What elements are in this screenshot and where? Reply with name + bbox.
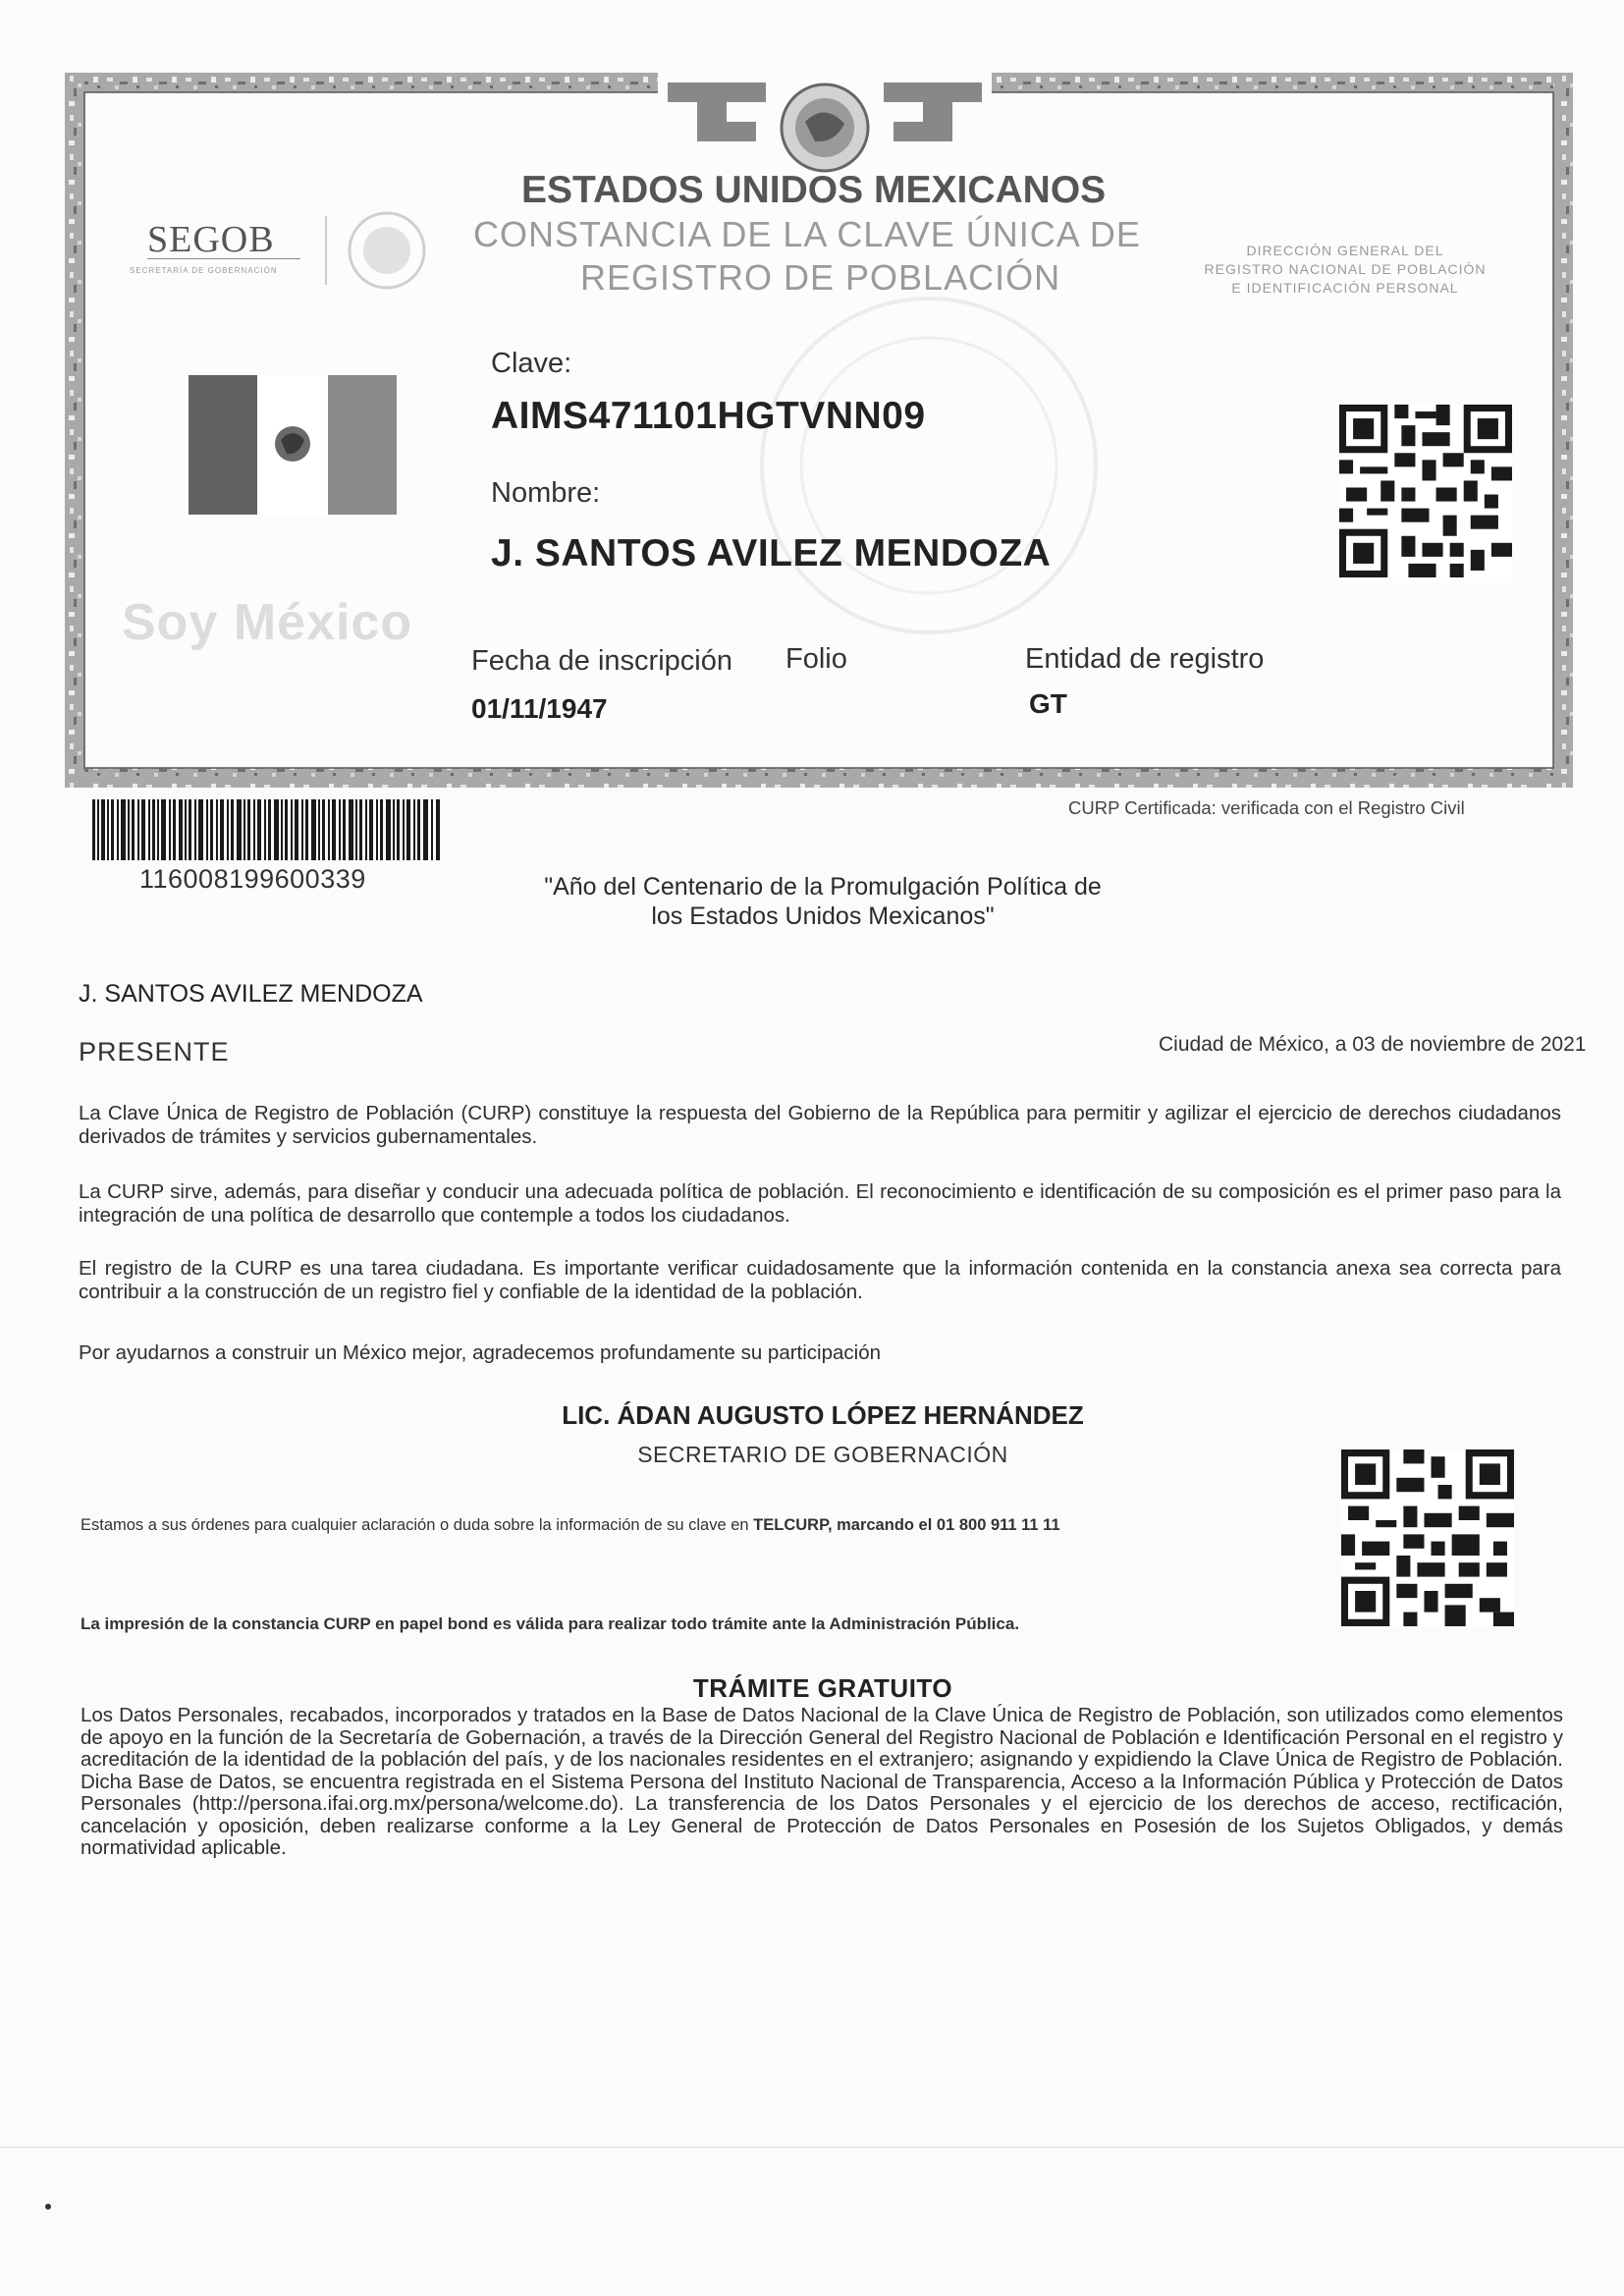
impresion-note: La impresión de la constancia CURP en papel bond es válida para realizar todo trámite ante la Administración Pública. [81,1614,1020,1633]
motto-line-1: "Año del Centenario de la Promulgación Política de [544,873,1102,901]
qr-code-icon [1339,405,1512,577]
eagle-seal-icon [320,206,438,295]
telcurp-phone: TELCURP, marcando el 01 800 911 11 11 [753,1516,1060,1534]
direccion-general [1188,242,1502,298]
barcode-icon [92,799,442,860]
paragraph-3: El registro de la CURP es una tarea ciudadana. Es importante verificar cuidadosamente que la información contenida en la constancia anexa sea correcta para contribuir a la construcción de un registro fiel y confiable de la identidad de la población. [79,1257,1561,1303]
clave-label: Clave: [491,348,572,379]
signer-title: SECRETARIO DE GOBERNACIÓN [637,1442,1008,1467]
fecha-value: 01/11/1947 [471,693,608,724]
emblem-icon [658,73,992,175]
presente: PRESENTE [79,1037,230,1066]
card-heading: ESTADOS UNIDOS MEXICANOS [521,169,1107,211]
place-date: Ciudad de México, a 03 de noviembre de 2021 [1159,1033,1587,1056]
paragraph-4: Por ayudarnos a construir un México mejor, agradecemos profundamente su participación [79,1341,882,1364]
direccion-line-3: E IDENTIFICACIÓN PERSONAL [1231,280,1459,296]
direccion-line-2: REGISTRO NACIONAL DE POBLACIÓN [1204,261,1487,277]
motto [412,872,1233,931]
fecha-label: Fecha de inscripción [471,645,732,677]
card-subheading-line1: CONSTANCIA DE LA CLAVE ÚNICA DE [473,214,1141,254]
motto-line-2: los Estados Unidos Mexicanos" [651,902,995,930]
recipient-name: J. SANTOS AVILEZ MENDOZA [79,980,423,1008]
telcurp-line [81,1516,1060,1535]
barcode-number: 116008199600339 [139,864,366,894]
nombre-label: Nombre: [491,477,601,509]
telcurp-text: Estamos a sus órdenes para cualquier aclaración o duda sobre la información de su clave en [81,1516,754,1534]
entidad-label: Entidad de registro [1025,643,1265,675]
card-subheading-line2: REGISTRO DE POBLACIÓN [580,257,1061,298]
mexican-flag-icon [189,375,397,515]
soy-mexico-logo: Soy México [122,594,413,651]
paragraph-2: La CURP sirve, además, para diseñar y conducir una adecuada política de población. El reconocimiento e identificación de su composición es el primer paso para la integración de una política de desarrollo que contemple a todos los ciudadanos. [79,1180,1561,1227]
segob-logo: SEGOB [147,219,275,260]
nombre-value: J. SANTOS AVILEZ MENDOZA [491,532,1052,574]
tramite-gratuito: TRÁMITE GRATUITO [692,1673,953,1703]
direccion-line-1: DIRECCIÓN GENERAL DEL [1246,243,1444,258]
curp-certificada: CURP Certificada: verificada con el Registro Civil [1068,797,1465,818]
paragraph-1: La Clave Única de Registro de Población (CURP) constituye la respuesta del Gobierno de la República para permitir y agilizar el ejercicio de derechos ciudadanos derivados de trámites y servicios gubernamentales. [79,1102,1561,1148]
clave-value: AIMS471101HGTVNN09 [491,395,926,437]
page-divider [0,2147,1624,2148]
folio-label: Folio [785,643,847,675]
signer-name: LIC. ÁDAN AUGUSTO LÓPEZ HERNÁNDEZ [562,1400,1084,1430]
segob-sub: SECRETARÍA DE GOBERNACIÓN [130,266,278,275]
entidad-value: GT [1029,688,1067,719]
qr-code-icon-2 [1341,1449,1514,1626]
segob-divider [147,258,300,259]
scan-mark [45,2204,51,2210]
privacy-notice: Los Datos Personales, recabados, incorporados y tratados en la Base de Datos Nacional de la Clave Única de Registro de Población, son utilizados como elementos de apoyo en la función de la Secretaría de Gobernación, a través de la Dirección General del Registro Nacional de Población e Identificación Personal en el registro y acreditación de la identidad de la población del país, y de los nacionales residentes en el extranjero; asignando y expidiendo la Clave Única de Registro de Población. Dicha Base de Datos, se encuentra registrada en el Sistema Persona del Instituto Nacional de Transparencia, Acceso a la Información Pública y Protección de Datos Personales (http://persona.ifai.org.mx/persona/welcome.do). La transferencia de los Datos Personales y el ejercicio de los derechos de acceso, rectificación, cancelación y oposición, deben realizarse conforme a la Ley General de Protección de Datos Personales en Posesión de los Sujetos Obligados, y demás normatividad aplicable. [81,1704,1563,1859]
